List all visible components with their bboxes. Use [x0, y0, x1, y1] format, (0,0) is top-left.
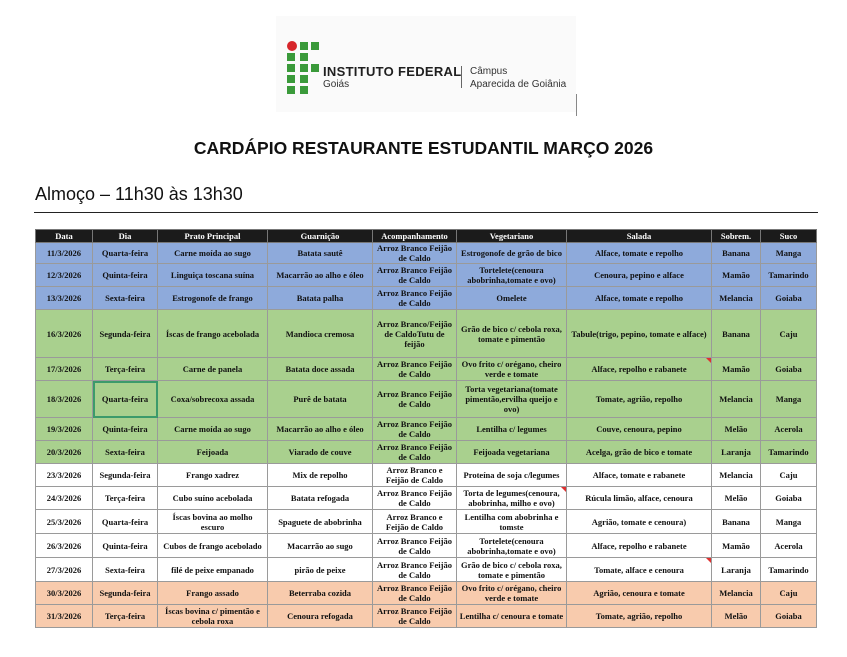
date-cell[interactable]: 20/3/2026 — [36, 441, 93, 464]
table-row — [36, 358, 817, 381]
day-cell[interactable]: Terça-feira — [93, 358, 158, 381]
juice-cell[interactable]: Manga — [761, 510, 817, 534]
main-dish-cell[interactable]: Frango xadrez — [158, 464, 268, 487]
main-dish-cell[interactable]: Carne de panela — [158, 358, 268, 381]
dessert-cell[interactable]: Melão — [712, 418, 761, 441]
salad-cell[interactable]: Alface, repolho e rabanete — [567, 358, 712, 381]
accompaniment-cell[interactable]: Arroz Branco Feijão de Caldo — [373, 287, 457, 310]
dessert-cell[interactable]: Melão — [712, 605, 761, 628]
vegetarian-cell[interactable]: Ovo frito c/ orégano, cheiro verde e tomate — [457, 582, 567, 605]
date-cell[interactable]: 19/3/2026 — [36, 418, 93, 441]
side-dish-cell[interactable]: Viarado de couve — [268, 441, 373, 464]
vegetarian-cell[interactable]: Omelete — [457, 287, 567, 310]
salad-cell[interactable]: Tomate, agrião, repolho — [567, 381, 712, 418]
dessert-cell[interactable]: Mamão — [712, 358, 761, 381]
accompaniment-cell[interactable]: Arroz Branco Feijão de Caldo — [373, 534, 457, 558]
column-header: Suco — [761, 230, 817, 243]
day-cell[interactable]: Quarta-feira — [93, 381, 158, 418]
side-dish-cell[interactable]: Purê de batata — [268, 381, 373, 418]
day-cell[interactable]: Terça-feira — [93, 605, 158, 628]
vegetarian-cell[interactable]: Feijoada vegetariana — [457, 441, 567, 464]
main-dish-cell[interactable]: Feijoada — [158, 441, 268, 464]
vegetarian-cell[interactable]: Grão de bico c/ cebola roxa, tomate e pimentão — [457, 310, 567, 358]
accompaniment-cell[interactable]: Arroz Branco Feijão de Caldo — [373, 264, 457, 287]
dessert-cell[interactable]: Banana — [712, 510, 761, 534]
vegetarian-cell[interactable]: Torta vegetariana(tomate pimentão,ervilha queijo e ovo) — [457, 381, 567, 418]
date-cell[interactable]: 25/3/2026 — [36, 510, 93, 534]
dessert-cell[interactable]: Laranja — [712, 558, 761, 582]
main-dish-cell[interactable]: Estrogonofe de frango — [158, 287, 268, 310]
date-cell[interactable]: 17/3/2026 — [36, 358, 93, 381]
accompaniment-cell[interactable]: Arroz Branco/Feijão de CaldoTutu de feijão — [373, 310, 457, 358]
date-cell[interactable]: 26/3/2026 — [36, 534, 93, 558]
salad-cell[interactable]: Alface, tomate e rabanete — [567, 464, 712, 487]
side-dish-cell[interactable]: Beterraba cozida — [268, 582, 373, 605]
day-cell[interactable]: Segunda-feira — [93, 464, 158, 487]
table-row — [36, 510, 817, 534]
table-row — [36, 487, 817, 510]
day-cell[interactable]: Segunda-feira — [93, 310, 158, 358]
side-dish-cell[interactable]: Macarrão ao alho e óleo — [268, 418, 373, 441]
dessert-cell[interactable]: Banana — [712, 243, 761, 264]
side-dish-cell[interactable]: Macarrão ao alho e óleo — [268, 264, 373, 287]
dessert-cell[interactable]: Melancia — [712, 582, 761, 605]
main-dish-cell[interactable]: filé de peixe empanado — [158, 558, 268, 582]
accompaniment-cell[interactable]: Arroz Branco Feijão de Caldo — [373, 418, 457, 441]
dessert-cell[interactable]: Banana — [712, 310, 761, 358]
vegetarian-cell[interactable]: Torta de legumes(cenoura, abobrinha, milho e ovo) — [457, 487, 567, 510]
table-row — [36, 558, 817, 582]
juice-cell[interactable]: Goiaba — [761, 487, 817, 510]
main-dish-cell[interactable]: Linguiça toscana suína — [158, 264, 268, 287]
vegetarian-cell[interactable]: Estrogonofe de grão de bico — [457, 243, 567, 264]
date-cell[interactable]: 18/3/2026 — [36, 381, 93, 418]
column-header: Vegetariano — [457, 230, 567, 243]
juice-cell[interactable]: Tamarindo — [761, 558, 817, 582]
logo-separator — [461, 66, 462, 88]
campus-name: Aparecida de Goiânia — [470, 79, 567, 90]
vegetarian-cell[interactable]: Lentilha com abobrinha e tomste — [457, 510, 567, 534]
date-cell[interactable]: 24/3/2026 — [36, 487, 93, 510]
table-row — [36, 441, 817, 464]
day-cell[interactable]: Terça-feira — [93, 487, 158, 510]
accompaniment-cell[interactable]: Arroz Branco Feijão de Caldo — [373, 558, 457, 582]
juice-cell[interactable]: Goiaba — [761, 605, 817, 628]
vegetarian-cell[interactable]: Ovo frito c/ orégano, cheiro verde e tomate — [457, 358, 567, 381]
table-row — [36, 287, 817, 310]
day-cell[interactable]: Quinta-feira — [93, 534, 158, 558]
table-row — [36, 264, 817, 287]
column-header: Prato Principal — [158, 230, 268, 243]
side-dish-cell[interactable]: Batata palha — [268, 287, 373, 310]
juice-cell[interactable]: Tamarindo — [761, 441, 817, 464]
vegetarian-cell[interactable]: Tortelete(cenoura abobrinha,tomate e ovo) — [457, 534, 567, 558]
juice-cell[interactable]: Caju — [761, 464, 817, 487]
day-cell[interactable]: Quinta-feira — [93, 264, 158, 287]
table-row — [36, 582, 817, 605]
institution-name: INSTITUTO FEDERAL — [323, 64, 462, 79]
table-row — [36, 605, 817, 628]
date-cell[interactable]: 23/3/2026 — [36, 464, 93, 487]
date-cell[interactable]: 31/3/2026 — [36, 605, 93, 628]
accompaniment-cell[interactable]: Arroz Branco Feijão de Caldo — [373, 487, 457, 510]
dessert-cell[interactable]: Melancia — [712, 464, 761, 487]
menu-table — [35, 229, 817, 628]
day-cell[interactable]: Sexta-feira — [93, 287, 158, 310]
salad-cell[interactable]: Alface, tomate e repolho — [567, 243, 712, 264]
main-dish-cell[interactable]: Cubo suíno acebolada — [158, 487, 268, 510]
column-header: Dia — [93, 230, 158, 243]
side-dish-cell[interactable]: Batata doce assada — [268, 358, 373, 381]
dessert-cell[interactable]: Laranja — [712, 441, 761, 464]
salad-cell[interactable]: Couve, cenoura, pepino — [567, 418, 712, 441]
salad-cell[interactable]: Tomate, agrião, repolho — [567, 605, 712, 628]
day-cell[interactable]: Quinta-feira — [93, 418, 158, 441]
logo-divider — [576, 94, 577, 116]
divider — [34, 212, 818, 213]
accompaniment-cell[interactable]: Arroz Branco Feijão de Caldo — [373, 358, 457, 381]
date-cell[interactable]: 30/3/2026 — [36, 582, 93, 605]
main-dish-cell[interactable]: Cubos de frango acebolado — [158, 534, 268, 558]
page-title: CARDÁPIO RESTAURANTE ESTUDANTIL MARÇO 2026 — [193, 138, 654, 158]
side-dish-cell[interactable]: Cenoura refogada — [268, 605, 373, 628]
juice-cell[interactable]: Goiaba — [761, 287, 817, 310]
salad-cell[interactable]: Tomate, alface e cenoura — [567, 558, 712, 582]
juice-cell[interactable]: Caju — [761, 582, 817, 605]
juice-cell[interactable]: Acerola — [761, 418, 817, 441]
main-dish-cell[interactable]: Íscas bovina c/ pimentão e cebola roxa — [158, 605, 268, 628]
table-header-row — [36, 230, 817, 243]
main-dish-cell[interactable]: Íscas de frango acebolada — [158, 310, 268, 358]
accompaniment-cell[interactable]: Arroz Branco e Feijão de Caldo — [373, 510, 457, 534]
date-cell[interactable]: 11/3/2026 — [36, 243, 93, 264]
salad-cell[interactable]: Agrião, cenoura e tomate — [567, 582, 712, 605]
accompaniment-cell[interactable]: Arroz Branco Feijão de Caldo — [373, 582, 457, 605]
salad-cell[interactable]: Rúcula limão, alface, cenoura — [567, 487, 712, 510]
salad-cell[interactable]: Alface, tomate e repolho — [567, 287, 712, 310]
institution-state: Goiás — [323, 79, 350, 90]
juice-cell[interactable]: Acerola — [761, 534, 817, 558]
table-row — [36, 418, 817, 441]
side-dish-cell[interactable]: Mix de repolho — [268, 464, 373, 487]
accompaniment-cell[interactable]: Arroz Branco Feijão de Caldo — [373, 243, 457, 264]
main-dish-cell[interactable]: Frango assado — [158, 582, 268, 605]
campus-label: Câmpus — [470, 66, 508, 77]
column-header: Acompanhamento — [373, 230, 457, 243]
main-dish-cell[interactable]: Íscas bovina ao molho escuro — [158, 510, 268, 534]
side-dish-cell[interactable]: Spaguete de abobrinha — [268, 510, 373, 534]
column-header: Guarnição — [268, 230, 373, 243]
salad-cell[interactable]: Cenoura, pepino e alface — [567, 264, 712, 287]
dessert-cell[interactable]: Melão — [712, 487, 761, 510]
day-cell[interactable]: Sexta-feira — [93, 441, 158, 464]
table-row — [36, 464, 817, 487]
institution-logo — [276, 16, 576, 112]
accompaniment-cell[interactable]: Arroz Branco Feijão de Caldo — [373, 441, 457, 464]
side-dish-cell[interactable]: Batata sautê — [268, 243, 373, 264]
date-cell[interactable]: 27/3/2026 — [36, 558, 93, 582]
column-header: Sobrem. — [712, 230, 761, 243]
day-cell[interactable]: Sexta-feira — [93, 558, 158, 582]
salad-cell[interactable]: Alface, repolho e rabanete — [567, 534, 712, 558]
logo-red-dot — [287, 41, 297, 51]
date-cell[interactable]: 16/3/2026 — [36, 310, 93, 358]
juice-cell[interactable]: Caju — [761, 310, 817, 358]
accompaniment-cell[interactable]: Arroz Branco e Feijão de Caldo — [373, 464, 457, 487]
table-row — [36, 243, 817, 264]
salad-cell[interactable]: Agrião, tomate e cenoura) — [567, 510, 712, 534]
dessert-cell[interactable]: Mamão — [712, 534, 761, 558]
day-cell[interactable]: Quarta-feira — [93, 510, 158, 534]
column-header: Data — [36, 230, 93, 243]
vegetarian-cell[interactable]: Lentilha c/ legumes — [457, 418, 567, 441]
column-header: Salada — [567, 230, 712, 243]
date-cell[interactable]: 12/3/2026 — [36, 264, 93, 287]
salad-cell[interactable]: Tabule(trigo, pepino, tomate e alface) — [567, 310, 712, 358]
juice-cell[interactable]: Manga — [761, 381, 817, 418]
meal-schedule: Almoço – 11h30 às 13h30 — [35, 184, 243, 204]
day-cell[interactable]: Segunda-feira — [93, 582, 158, 605]
vegetarian-cell[interactable]: Lentilha c/ cenoura e tomate — [457, 605, 567, 628]
juice-cell[interactable]: Goiaba — [761, 358, 817, 381]
side-dish-cell[interactable]: Batata refogada — [268, 487, 373, 510]
table-row — [36, 310, 817, 358]
accompaniment-cell[interactable]: Arroz Branco Feijão de Caldo — [373, 605, 457, 628]
main-dish-cell[interactable]: Coxa/sobrecoxa assada — [158, 381, 268, 418]
side-dish-cell[interactable]: Macarrão ao sugo — [268, 534, 373, 558]
dessert-cell[interactable]: Mamão — [712, 264, 761, 287]
table-row — [36, 534, 817, 558]
vegetarian-cell[interactable]: Tortelete(cenoura abobrinha,tomate e ovo) — [457, 264, 567, 287]
dessert-cell[interactable]: Melancia — [712, 287, 761, 310]
table-row — [36, 381, 817, 418]
main-dish-cell[interactable]: Carne moída ao sugo — [158, 418, 268, 441]
juice-cell[interactable]: Manga — [761, 243, 817, 264]
date-cell[interactable]: 13/3/2026 — [36, 287, 93, 310]
side-dish-cell[interactable]: Mandioca cremosa — [268, 310, 373, 358]
day-cell[interactable]: Quarta-feira — [93, 243, 158, 264]
side-dish-cell[interactable]: pirão de peixe — [268, 558, 373, 582]
juice-cell[interactable]: Tamarindo — [761, 264, 817, 287]
vegetarian-cell[interactable]: Grão de bico c/ cebola roxa, tomate e pimentão — [457, 558, 567, 582]
main-dish-cell[interactable]: Carne moída ao sugo — [158, 243, 268, 264]
dessert-cell[interactable]: Melancia — [712, 381, 761, 418]
salad-cell[interactable]: Acelga, grão de bico e tomate — [567, 441, 712, 464]
vegetarian-cell[interactable]: Proteína de soja c/legumes — [457, 464, 567, 487]
accompaniment-cell[interactable]: Arroz Branco Feijão de Caldo — [373, 381, 457, 418]
